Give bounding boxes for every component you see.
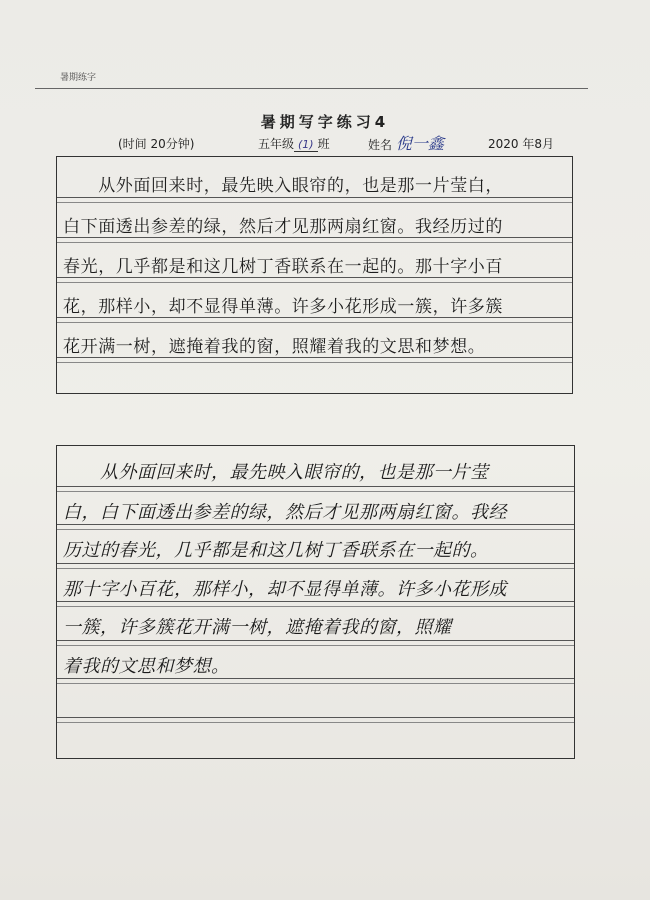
student-name [368,131,444,154]
model-line-4: 花，那样小，却不显得单薄。许多小花形成一簇，许多簇 [63,297,503,317]
header-label: 暑期练字 [60,73,97,83]
class-suffix: 班 [317,137,330,151]
copy-line-6: 着我的文思和梦想。 [63,656,230,677]
model-line-3: 春光，几乎都是和这几树丁香联系在一起的。那十字小百 [63,257,503,277]
model-line-1: 从外面回来时，最先映入眼帘的，也是那一片莹白， [63,176,503,196]
name-signature: 倪一鑫 [395,134,444,153]
copy-line-4: 那十字小百花，那样小，却不显得单薄。许多小花形成 [63,579,507,600]
date-label: 2020 年8月 [488,137,554,151]
copy-line-1: 从外面回来时，最先映入眼帘的，也是那一片莹 [63,462,489,483]
time-limit: (时间 20分钟) [118,137,195,151]
grade-label: 五年级 [258,137,295,151]
copy-line-5: 一簇，许多簇花开满一树，遮掩着我的窗，照耀 [63,617,452,638]
header-rule [35,88,588,89]
copy-line-3: 历过的春光，几乎都是和这几树丁香联系在一起的。 [63,540,489,561]
model-passage-box [56,156,573,394]
name-label: 姓名 [368,138,393,152]
model-line-2: 白下面透出参差的绿，然后才见那两扇红窗。我经历过的 [63,217,503,237]
copy-line-2: 白，白下面透出参差的绿，然后才见那两扇红窗。我经 [63,502,507,523]
class-info [258,135,330,152]
student-copy-box [56,445,575,759]
worksheet-title: 暑期写字练习4 [260,113,390,131]
model-line-5: 花开满一树，遮掩着我的窗，照耀着我的文思和梦想。 [63,337,486,357]
class-number: (1) [294,138,318,152]
